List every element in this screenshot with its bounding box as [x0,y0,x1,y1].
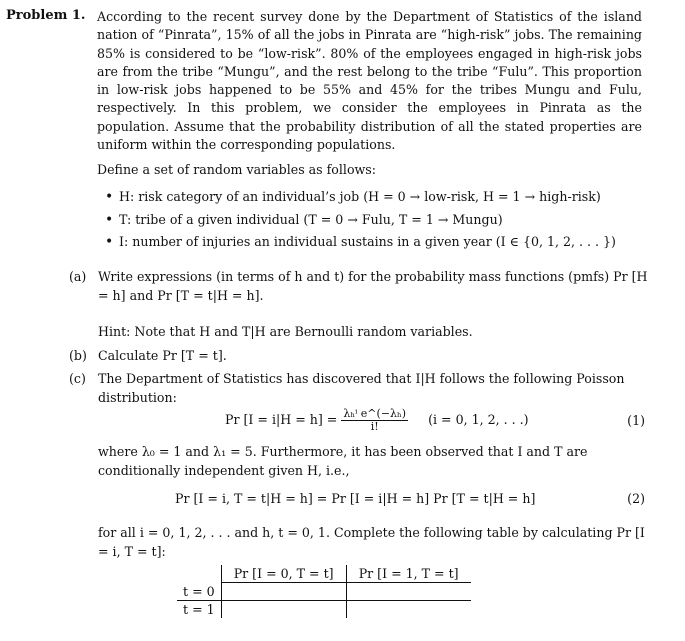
equation-2 [175,491,645,506]
part-c-mid-text: where λ₀ = 1 and λ₁ = 5. Furthermore, it has been observed that I and T are conditionally independent given H, i.e., [98,444,588,478]
result-table [177,565,471,618]
eq1-number: (1) [627,413,645,428]
part-c-after [69,524,649,561]
part-a-tag: (a) [69,269,87,284]
table-header-cell: Pr [I = 1, T = t] [346,565,471,583]
define-line: Define a set of random variables as follows: [97,162,377,177]
part-c-tag: (c) [69,371,86,386]
variable-list [97,186,657,254]
variable-t: • T: tribe of a given individual (T = 0 → Fulu, T = 1 → Mungu) [97,209,657,232]
part-b [69,347,649,366]
table-cell[interactable] [346,583,471,601]
eq1-numerator: λₕⁱ e^(−λₕ) [343,407,407,420]
table-cell[interactable] [221,601,346,619]
table-row-label: t = 0 [177,583,221,601]
part-a [69,268,649,342]
part-c-text: The Department of Statistics has discovered that I|H follows the following Poisson distribution: [98,371,625,405]
table-row [177,601,471,619]
table-header-cell: Pr [I = 0, T = t] [221,565,346,583]
table-row-label: t = 1 [177,601,221,619]
eq1-denominator: i! [370,420,379,433]
part-c-mid [69,443,649,480]
variable-i: • I: number of injuries an individual sustains in a given year (I ∈ {0, 1, 2, . . . }) [97,231,657,254]
problem-intro [97,8,642,154]
eq2-number: (2) [627,491,645,506]
intro-paragraph: According to the recent survey done by the Department of Statistics of the island nation of “Pinrata”, 15% of all the jobs in Pinrata are “high-risk” jobs. The remaining 85% is considered to be “low-risk”. 80% of the employees engaged in high-risk jobs are from the tribe “Mungu”, and the rest belong to the tribe “Fulu”. This proportion in low-risk jobs happened to be 55% and 45% for the tribes Mungu and Fulu, respectively. In this problem, we consider the employees in Pinrata as the population. Assume that the probability distribution of all the stated properties are uniform within the corresponding populations. [97,9,642,153]
table-header-row [177,565,471,583]
part-a-text: Write expressions (in terms of h and t) for the probability mass functions (pmfs) Pr [H = h] and Pr [T = t|H = h]. [98,269,648,303]
part-c-after-text: for all i = 0, 1, 2, . . . and h, t = 0, 1. Complete the following table by calculating Pr [I = i, T = t]: [98,525,645,559]
eq1-condition: (i = 0, 1, 2, . . .) [428,412,529,427]
part-b-text: Calculate Pr [T = t]. [98,348,227,363]
table-cell[interactable] [221,583,346,601]
equation-1 [225,408,645,433]
part-b-tag: (b) [69,348,87,363]
eq1-lhs: Pr [I = i|H = h] = $\frac{\text{λₕⁱ e\textasciicircum{}(−λₕ)}}{i!}$ (i = 0, 1, 2, . . .) [225,407,529,433]
table-row [177,583,471,601]
table-corner [177,565,221,583]
eq1-fraction [341,408,408,433]
part-c [69,370,649,407]
problem-label: Problem 1. [6,8,86,23]
variable-h: • H: risk category of an individual’s job (H = 0 → low-risk, H = 1 → high-risk) [97,186,657,209]
eq2-body: Pr [I = i, T = t|H = h] = Pr [I = i|H = h] Pr [T = t|H = h] [175,491,536,506]
table-cell[interactable] [346,601,471,619]
part-a-hint: Hint: Note that H and T|H are Bernoulli random variables. [98,324,473,339]
